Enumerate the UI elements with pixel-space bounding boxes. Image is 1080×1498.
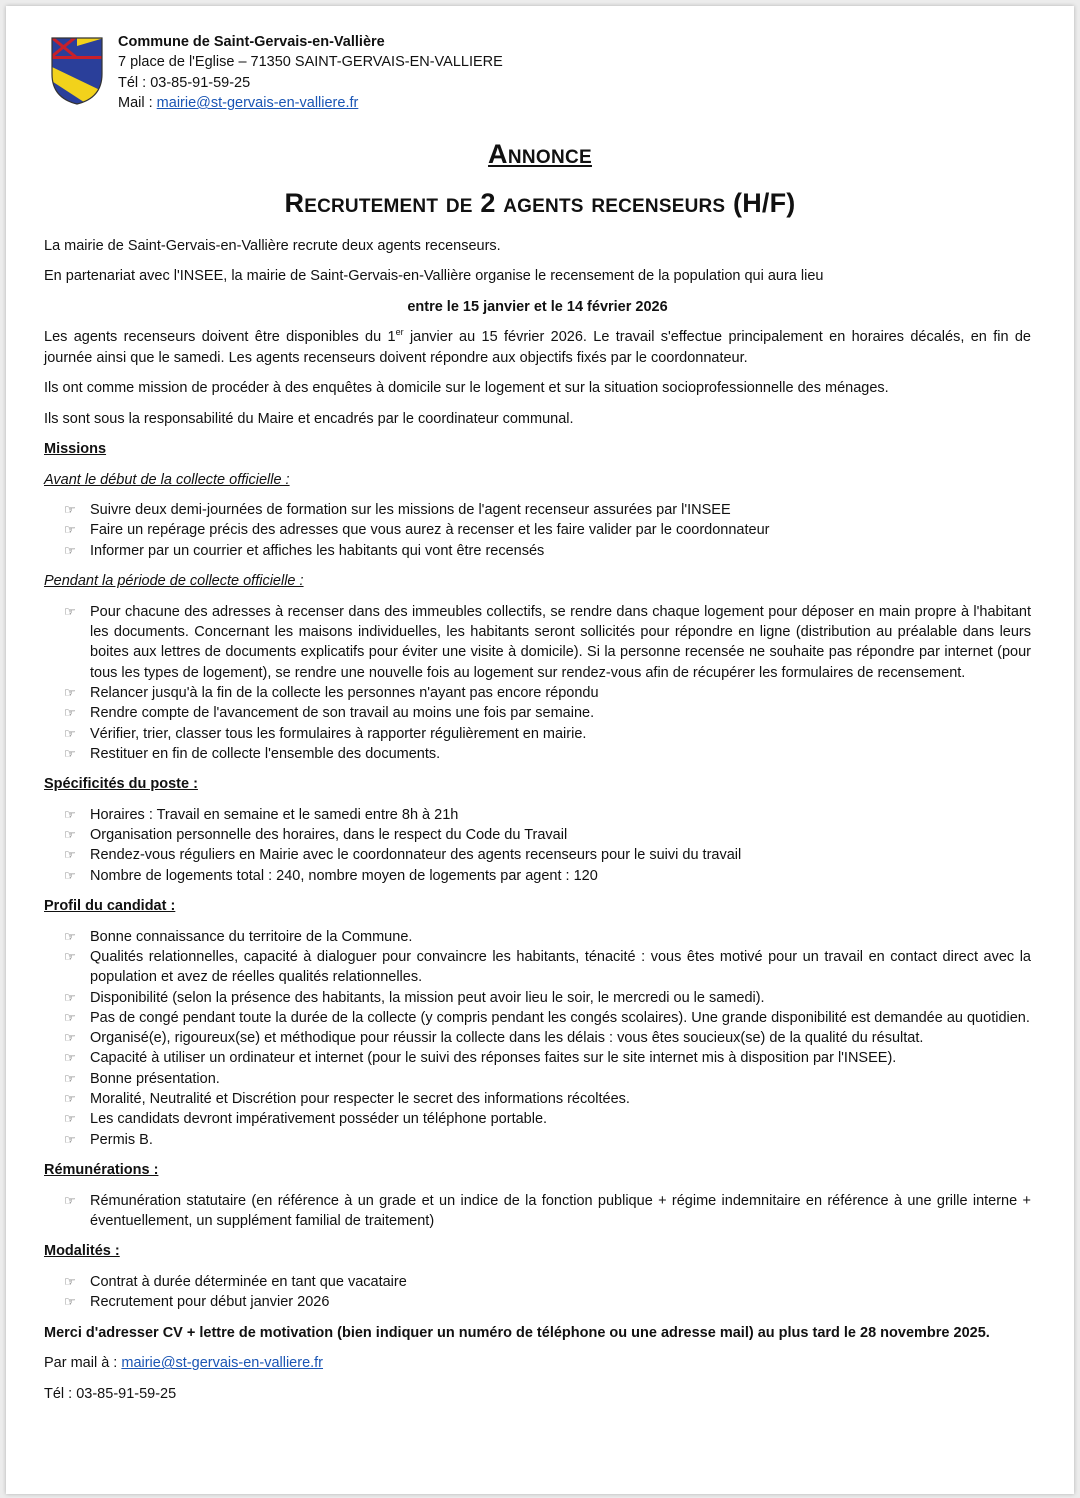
application-instructions: Merci d'adresser CV + lettre de motivation (bien indiquer un numéro de téléphone ou une adresse mail) au plus tard le 28 novembre 2025. (44, 1324, 990, 1341)
list-item (44, 1028, 1031, 1048)
list-item (44, 541, 1031, 561)
list-item (44, 703, 1031, 723)
list-item-text: Pour chacune des adresses à recenser dans des immeubles collectifs, se rendre dans chaque logement pour déposer en main propre à l'habitant les documents. Concernant les maisons individuelles, les habitants seront sollicités pour répondre en ligne (distribution au préalable dans leurs boites aux lettres de documents explicatifs pour éviter une visite à domicile). Si la personne recensée ne souhaite pas répondre par internet (pour tous les types de logement), se rendre une nouvelle fois au logement sur rendez-vous afin de récupérer les formulaires de recensement. (90, 603, 1031, 681)
pointing-hand-icon: ☞ (64, 827, 76, 843)
list-item (44, 1089, 1031, 1109)
pointing-hand-icon: ☞ (64, 1070, 76, 1086)
pointing-hand-icon: ☞ (64, 603, 76, 619)
list-item-text: Les candidats devront impérativement posséder un téléphone portable. (90, 1111, 548, 1128)
list-item-text: Bonne connaissance du territoire de la Commune. (90, 928, 413, 945)
list-item-text: Relancer jusqu'à la fin de la collecte les personnes n'ayant pas encore répondu (90, 684, 599, 701)
pointing-hand-icon: ☞ (64, 1050, 76, 1066)
list-item (44, 1109, 1031, 1129)
list-item-text: Informer par un courrier et affiches les habitants qui vont être recensés (90, 542, 545, 559)
pointing-hand-icon: ☞ (64, 725, 76, 741)
before-collection-list (44, 500, 1031, 561)
availability-paragraph (44, 327, 1031, 368)
coat-of-arms-logo (50, 36, 104, 106)
pointing-hand-icon: ☞ (64, 1091, 76, 1107)
during-collection-list (44, 602, 1031, 764)
list-item-text: Permis B. (90, 1131, 153, 1148)
pointing-hand-icon: ☞ (64, 745, 76, 761)
list-item (44, 602, 1031, 683)
commune-address-block (118, 32, 503, 113)
contact-phone: Tél : 03-85-91-59-25 (44, 1385, 177, 1402)
responsibility-paragraph: Ils sont sous la responsabilité du Maire et encadrés par le coordinateur communal. (44, 410, 574, 427)
specifics-heading: Spécificités du poste : (44, 776, 198, 793)
availability-text: Les agents recenseurs doivent être disponibles du 1 (44, 329, 396, 346)
list-item (44, 1130, 1031, 1150)
list-item-text: Faire un repérage précis des adresses que vous aurez à recenser et les faire valider par le coordonnateur (90, 522, 770, 539)
list-item (44, 1048, 1031, 1068)
remuneration-heading: Rémunérations : (44, 1162, 159, 1179)
pointing-hand-icon: ☞ (64, 1030, 76, 1046)
pointing-hand-icon: ☞ (64, 847, 76, 863)
availability-text-rest: janvier au 15 février 2026. Le travail s'effectue principalement en horaires décalés, en fin de journée ainsi que le samedi. Les agents recenseurs doivent répondre aux objectifs fixés par le coordonnateur. (44, 329, 1031, 366)
pointing-hand-icon: ☞ (64, 522, 76, 538)
list-item (44, 1008, 1031, 1028)
list-item-text: Vérifier, trier, classer tous les formulaires à rapporter régulièrement en mairie. (90, 725, 587, 742)
specifics-list (44, 805, 1031, 886)
pointing-hand-icon: ☞ (64, 867, 76, 883)
commune-mail-line (118, 93, 503, 113)
list-item (44, 866, 1031, 886)
list-item-text: Recrutement pour début janvier 2026 (90, 1294, 330, 1311)
remuneration-list (44, 1191, 1031, 1232)
list-item (44, 1292, 1031, 1312)
pointing-hand-icon: ☞ (64, 1192, 76, 1208)
list-item-text: Contrat à durée déterminée en tant que vacataire (90, 1273, 407, 1290)
contact-mail-line (44, 1353, 1031, 1373)
pointing-hand-icon: ☞ (64, 1131, 76, 1147)
list-item (44, 805, 1031, 825)
list-item-text: Rendez-vous réguliers en Mairie avec le coordonnateur des agents recenseurs pour le suivi du travail (90, 847, 742, 864)
list-item (44, 988, 1031, 1008)
mission-paragraph: Ils ont comme mission de procéder à des enquêtes à domicile sur le logement et sur la situation socioprofessionnelle des ménages. (44, 380, 889, 397)
list-item-text: Organisation personnelle des horaires, dans le respect du Code du Travail (90, 827, 568, 844)
mail-label: Mail : (118, 94, 157, 111)
list-item-text: Restituer en fin de collecte l'ensemble des documents. (90, 745, 441, 762)
modalities-list (44, 1272, 1031, 1313)
list-item-text: Organisé(e), rigoureux(se) et méthodique pour réussir la collecte dans les délais : vous êtes soucieux(se) de la qualité du résultat. (90, 1030, 924, 1047)
census-dates: entre le 15 janvier et le 14 février 2026 (407, 298, 668, 315)
commune-address: 7 place de l'Eglise – 71350 SAINT-GERVAIS-EN-VALLIERE (118, 54, 503, 71)
list-item (44, 825, 1031, 845)
commune-email-link[interactable]: mairie@st-gervais-en-valliere.fr (156, 94, 359, 111)
pointing-hand-icon: ☞ (64, 542, 76, 558)
pointing-hand-icon: ☞ (64, 989, 76, 1005)
profile-list (44, 927, 1031, 1150)
list-item-text: Pas de congé pendant toute la durée de la collecte (y compris pendant les congés scolaires). Une grande disponibilité est demandée au quotidien. (90, 1009, 1030, 1026)
list-item (44, 947, 1031, 988)
profile-heading: Profil du candidat : (44, 898, 176, 915)
during-collection-heading: Pendant la période de collecte officielle : (44, 573, 304, 590)
list-item (44, 1069, 1031, 1089)
pointing-hand-icon: ☞ (64, 1111, 76, 1127)
list-item-text: Moralité, Neutralité et Discrétion pour respecter le secret des informations récoltées. (90, 1091, 630, 1108)
list-item (44, 683, 1031, 703)
list-item-text: Suivre deux demi-journées de formation sur les missions de l'agent recenseur assurées par l'INSEE (90, 502, 731, 519)
letterhead (6, 30, 1074, 120)
pointing-hand-icon: ☞ (64, 928, 76, 944)
list-item (44, 520, 1031, 540)
intro-paragraph: La mairie de Saint-Gervais-en-Vallière recrute deux agents recenseurs. (44, 238, 501, 254)
list-item-text: Bonne présentation. (90, 1070, 220, 1087)
modalities-heading: Modalités : (44, 1243, 120, 1260)
partnership-paragraph: En partenariat avec l'INSEE, la mairie de Saint-Gervais-en-Vallière organise le recensement de la population qui aura lieu (44, 268, 824, 285)
contact-mail-label: Par mail à : (44, 1355, 122, 1372)
commune-name: Commune de Saint-Gervais-en-Vallière (118, 34, 385, 50)
list-item-text: Nombre de logements total : 240, nombre moyen de logements par agent : 120 (90, 867, 598, 884)
pointing-hand-icon: ☞ (64, 705, 76, 721)
list-item-text: Rendre compte de l'avancement de son travail au moins une fois par semaine. (90, 705, 595, 722)
list-item (44, 927, 1031, 947)
pointing-hand-icon: ☞ (64, 806, 76, 822)
list-item-text: Disponibilité (selon la présence des habitants, la mission peut avoir lieu le soir, le mercredi ou le samedi). (90, 989, 765, 1006)
pointing-hand-icon: ☞ (64, 1294, 76, 1310)
announcement-body (44, 236, 1031, 1414)
list-item (44, 1272, 1031, 1292)
pointing-hand-icon: ☞ (64, 1009, 76, 1025)
recruitment-title: Recrutement de 2 agents recenseurs (H/F) (284, 188, 796, 218)
list-item-text: Horaires : Travail en semaine et le samedi entre 8h à 21h (90, 806, 459, 823)
commune-phone: Tél : 03-85-91-59-25 (118, 74, 251, 91)
document-page (6, 6, 1074, 1494)
list-item (44, 500, 1031, 520)
ordinal-superscript: er (395, 327, 404, 338)
list-item (44, 744, 1031, 764)
pointing-hand-icon: ☞ (64, 502, 76, 518)
list-item (44, 724, 1031, 744)
pointing-hand-icon: ☞ (64, 948, 76, 964)
list-item (44, 845, 1031, 865)
list-item-text: Capacité à utiliser un ordinateur et internet (pour le suivi des réponses faites sur le site internet mis à disposition par l'INSEE). (90, 1050, 897, 1067)
announcement-title: Annonce (488, 139, 592, 169)
before-collection-heading: Avant le début de la collecte officielle : (44, 471, 290, 488)
contact-email-link[interactable]: mairie@st-gervais-en-valliere.fr (121, 1355, 324, 1372)
missions-heading: Missions (44, 441, 107, 458)
pointing-hand-icon: ☞ (64, 684, 76, 700)
list-item-text: Rémunération statutaire (en référence à un grade et un indice de la fonction publique + régime indemnitaire en référence à une grille interne + éventuellement, un supplément familial de traitement) (90, 1192, 1031, 1229)
list-item-text: Qualités relationnelles, capacité à dialoguer pour convaincre les habitants, ténacité : vous êtes motivé pour un travail en contact direct avec la population et avez de réelles qualités relationnelles. (90, 948, 1031, 986)
list-item (44, 1191, 1031, 1232)
pointing-hand-icon: ☞ (64, 1273, 76, 1289)
